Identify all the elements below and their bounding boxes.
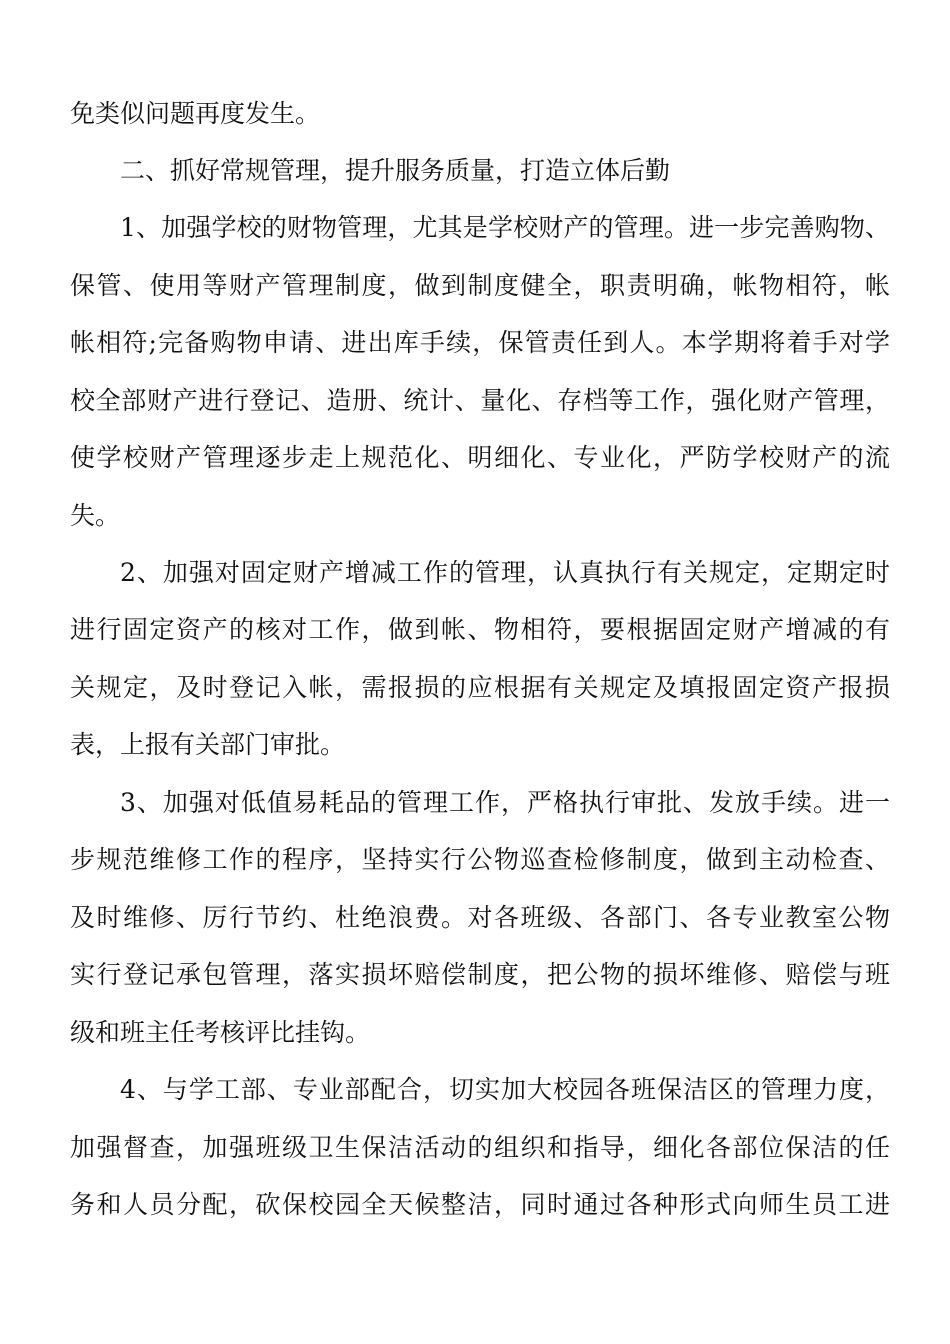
text-line: 加强督查，加强班级卫生保洁活动的组织和指导，细化各部位保洁的任 (70, 1133, 890, 1162)
text-line: 进行固定资产的核对工作，做到帐、物相符，要根据固定财产增减的有 (70, 615, 890, 644)
text-line: 及时维修、厉行节约、杜绝浪费。对各班级、各部门、各专业教室公物 (70, 903, 890, 932)
text-line: 步规范维修工作的程序，坚持实行公物巡查检修制度，做到主动检查、 (70, 845, 890, 874)
text-line: 保管、使用等财产管理制度，做到制度健全，职责明确，帐物相符，帐 (70, 271, 890, 300)
text-line: 帐相符;完备购物申请、进出库手续，保管责任到人。本学期将着手对学 (70, 328, 890, 357)
text-line: 表，上报有关部门审批。 (70, 730, 346, 759)
text-line: 校全部财产进行登记、造册、统计、量化、存档等工作，强化财产管理， (70, 386, 890, 415)
section-heading: 二、抓好常规管理，提升服务质量，打造立体后勤 (120, 156, 671, 185)
text-line: 失。 (70, 501, 121, 530)
text-line: 免类似问题再度发生。 (70, 99, 321, 128)
text-line: 务和人员分配，砍保校园全天候整洁，同时通过各种形式向师生员工进 (70, 1190, 890, 1219)
text-line: 3、加强对低值易耗品的管理工作，严格执行审批、发放手续。进一 (120, 788, 890, 817)
text-line: 1、加强学校的财物管理，尤其是学校财产的管理。进一步完善购物、 (120, 213, 890, 242)
text-line: 4、与学工部、专业部配合，切实加大校园各班保洁区的管理力度， (120, 1075, 890, 1104)
text-line: 实行登记承包管理，落实损坏赔偿制度，把公物的损坏维修、赔偿与班 (70, 960, 890, 989)
text-line: 关规定，及时登记入帐，需报损的应根据有关规定及填报固定资产报损 (70, 673, 890, 702)
text-line: 2、加强对固定财产增减工作的管理，认真执行有关规定，定期定时 (120, 558, 890, 587)
text-line: 使学校财产管理逐步走上规范化、明细化、专业化，严防学校财产的流 (70, 443, 890, 472)
text-line: 级和班主任考核评比挂钩。 (70, 1018, 371, 1047)
